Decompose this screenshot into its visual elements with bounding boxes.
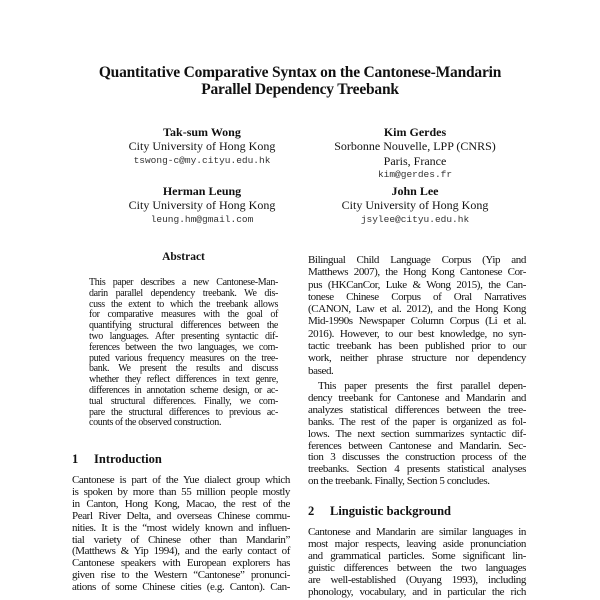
text-line: nities. It is the “most widely known and influen- <box>72 521 290 534</box>
text-line: quantifying structural differences between the <box>89 320 278 332</box>
text-line: tion 3 discusses the construction process of the <box>308 451 526 464</box>
text-line: Pearl River Delta, and overseas Chinese commu- <box>72 509 290 522</box>
author-email[interactable]: jsylee@cityu.edu.hk <box>360 213 470 225</box>
text-line: treebanks. Section 4 presents statistical analyses <box>308 463 526 476</box>
abstract-body <box>89 278 278 429</box>
text-line: and grammatical particles. Some significant lin- <box>308 549 526 562</box>
author-affiliation: City University of Hong Kong <box>128 139 276 154</box>
paper-title <box>0 64 600 98</box>
author-affiliation: Sorbonne Nouvelle, LPP (CNRS) <box>334 139 496 154</box>
section-heading <box>308 504 451 519</box>
text-line: dency treebank for Cantonese and Mandarin and <box>308 391 526 404</box>
paragraph <box>308 254 526 377</box>
text-line: puted various frequency measures on the tree- <box>89 352 278 364</box>
author-affiliation: City University of Hong Kong <box>341 198 489 213</box>
text-line: pus (HKCanCor, Luke & Wong 2015), the Can- <box>308 278 526 291</box>
text-line: counts of the observed construction. <box>89 417 222 429</box>
text-line: Mid-1990s Newspaper Column Corpus (Li et al. <box>308 315 526 328</box>
text-line: based. <box>308 364 334 377</box>
author-email[interactable]: kim@gerdes.fr <box>377 168 453 180</box>
text-line: Cantonese is part of the Yue dialect group which <box>72 474 290 486</box>
author-block <box>82 125 322 168</box>
author-email[interactable]: tswong-c@my.cityu.edu.hk <box>133 154 271 166</box>
text-line: is spoken by more than 55 million people mostly <box>72 485 290 498</box>
text-line: on the treebank. Finally, Section 5 concludes. <box>308 475 490 488</box>
text-line: phonology, vocabulary, and in particular the rich <box>308 585 526 598</box>
text-line: are well-established (Ouyang 1993), including <box>308 573 526 586</box>
text-line: work, neither phrase structure nor dependency <box>308 352 526 365</box>
author-block <box>82 184 322 227</box>
text-line: in Canton, Hong Kong, Macao, the rest of the <box>72 497 290 510</box>
section-heading <box>72 452 162 467</box>
text-line: most major respects, leaving aside pronunciation <box>308 537 526 550</box>
text-line: tonese Chinese Corpus of Oral Narratives <box>308 290 526 303</box>
author-name: Tak-sum Wong <box>163 125 241 139</box>
text-line: tual structural differences. Finally, we com- <box>89 395 278 407</box>
text-line: guistic differences between the two languages <box>308 561 526 574</box>
author-affiliation: City University of Hong Kong <box>128 198 276 213</box>
text-line: (CANON, Law et al. 2012), and the Hong Kong <box>308 303 526 316</box>
author-name: John Lee <box>391 184 439 198</box>
author-affiliation: Paris, France <box>383 153 447 168</box>
abstract-heading: Abstract <box>162 251 205 263</box>
text-line: lows. The next section summarizes syntactic dif- <box>308 427 526 440</box>
text-line: whether they reflect differences in text genre, <box>89 374 278 386</box>
text-line: for comparative measures with the goal of <box>89 309 278 321</box>
text-line: cuss the extent to which the treebank allows <box>89 298 278 310</box>
author-email[interactable]: leung.hm@gmail.com <box>150 213 254 225</box>
section-title: Linguistic background <box>330 504 451 518</box>
text-line: This paper describes a new Cantonese-Man- <box>89 277 278 288</box>
text-line: Cantonese and Mandarin are similar languages in <box>308 526 526 538</box>
text-line: bank. We present the results and discuss <box>89 363 278 375</box>
text-line: tial variety of Chinese other than Mandarin” <box>72 533 290 546</box>
text-line: Cantonese speakers with European explorers has <box>72 557 290 570</box>
text-line: tactic treebank has been published prior to our <box>308 340 526 353</box>
text-line: ations of some Chinese cities (e.g. Canton). Can- <box>72 581 290 594</box>
text-line: given rise to the Western “Cantonese” pronunci- <box>72 569 290 582</box>
text-line: differences in annotation scheme design, or ac- <box>89 384 278 396</box>
author-block <box>295 125 535 182</box>
text-line: ferences between the two languages, we com- <box>89 341 278 353</box>
author-name: Kim Gerdes <box>383 125 447 139</box>
author-block <box>295 184 535 227</box>
section-number: 2 <box>308 504 315 518</box>
text-line: pare the structural differences to previous ac- <box>89 406 278 418</box>
text-line: banks. The rest of the paper is organized as fol- <box>308 415 526 428</box>
text-line: This paper presents the first parallel depen- <box>318 380 526 392</box>
text-line: analyzes statistical differences between the tree- <box>308 403 526 416</box>
introduction-body <box>72 475 290 594</box>
section-title: Introduction <box>94 452 162 466</box>
title-line: Quantitative Comparative Syntax on the Cantonese-Mandarin <box>98 64 502 81</box>
text-line: Bilingual Child Language Corpus (Yip and <box>308 254 526 266</box>
paragraph <box>308 381 526 488</box>
text-line: two languages. After presenting syntactic dif- <box>89 330 278 342</box>
section-number: 1 <box>72 452 79 466</box>
author-name: Herman Leung <box>162 184 242 198</box>
text-line: (Matthews & Yip 1994), and the early contact of <box>72 545 290 558</box>
text-line: darin parallel dependency treebank. We dis- <box>89 287 278 299</box>
text-line: Matthews 2007), the Hong Kong Cantonese Cor- <box>308 266 526 279</box>
text-line: 2016). However, to our best knowledge, no syn- <box>308 327 526 340</box>
title-line: Parallel Dependency Treebank <box>201 81 399 98</box>
text-line: ferences between Cantonese and Mandarin. Sec- <box>308 439 526 452</box>
linguistic-background-body <box>308 527 526 598</box>
